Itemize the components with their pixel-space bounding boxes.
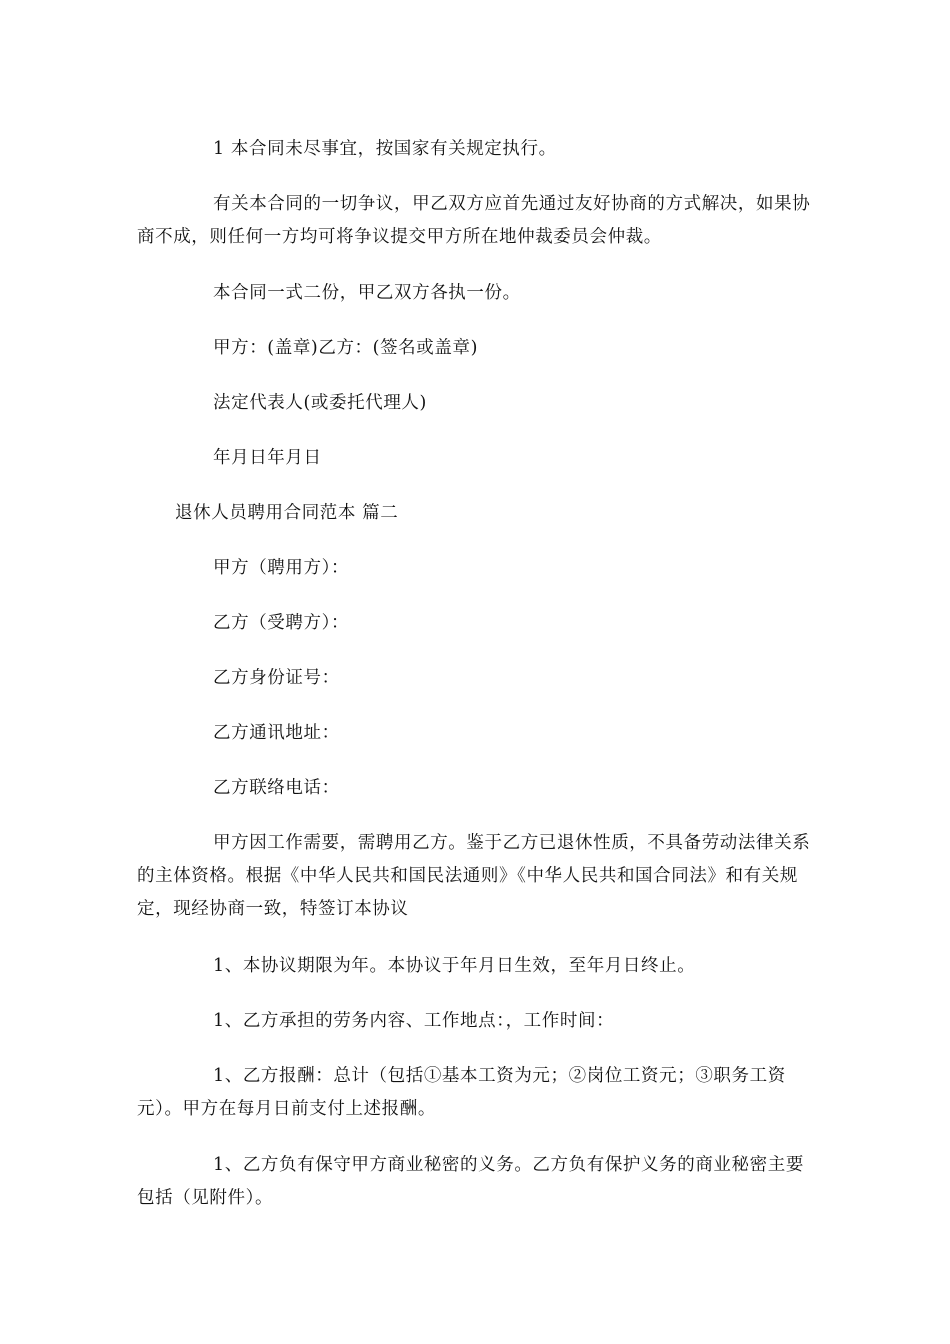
- paragraph-unresolved-matters: 1 本合同未尽事宜，按国家有关规定执行。: [213, 139, 557, 159]
- paragraph-legal-representative: 法定代表人(或委托代理人): [213, 393, 427, 413]
- paragraph-dates: 年月日年月日: [213, 448, 322, 468]
- section-heading: 退休人员聘用合同范本 篇二: [175, 503, 399, 523]
- clause-confidentiality: 1、乙方负有保守甲方商业秘密的义务。乙方负有保护义务的商业秘密主要包括（见附件）。: [137, 1155, 804, 1208]
- field-party-a: 甲方（聘用方）：: [213, 558, 350, 578]
- field-party-b: 乙方（受聘方）：: [213, 613, 350, 633]
- clause-remuneration: 1、乙方报酬：总计（包括①基本工资为元；②岗位工资元；③职务工资元）。甲方在每月日前支付上述报酬。: [137, 1066, 786, 1119]
- paragraph-copies: 本合同一式二份，甲乙双方各执一份。: [213, 283, 521, 303]
- paragraph-signatures: 甲方：(盖章)乙方：(签名或盖章): [213, 338, 479, 358]
- paragraph-dispute-resolution: 有关本合同的一切争议，甲乙双方应首先通过友好协商的方式解决，如果协商不成，则任何一方均可将争议提交甲方所在地仲裁委员会仲裁。: [137, 194, 811, 247]
- field-party-b-address: 乙方通讯地址：: [213, 723, 340, 743]
- clause-purpose: 甲方因工作需要，需聘用乙方。鉴于乙方已退休性质，不具备劳动法律关系的主体资格。根据《中华人民共和国民法通则》《中华人民共和国合同法》和有关规定，现经协商一致，特签订本协议: [137, 833, 811, 919]
- field-party-b-phone: 乙方联络电话：: [213, 778, 340, 798]
- field-party-b-id: 乙方身份证号：: [213, 668, 340, 688]
- clause-work-content: 1、乙方承担的劳务内容、工作地点：，工作时间：: [213, 1011, 615, 1031]
- clause-term: 1、本协议期限为年。本协议于年月日生效，至年月日终止。: [213, 956, 696, 976]
